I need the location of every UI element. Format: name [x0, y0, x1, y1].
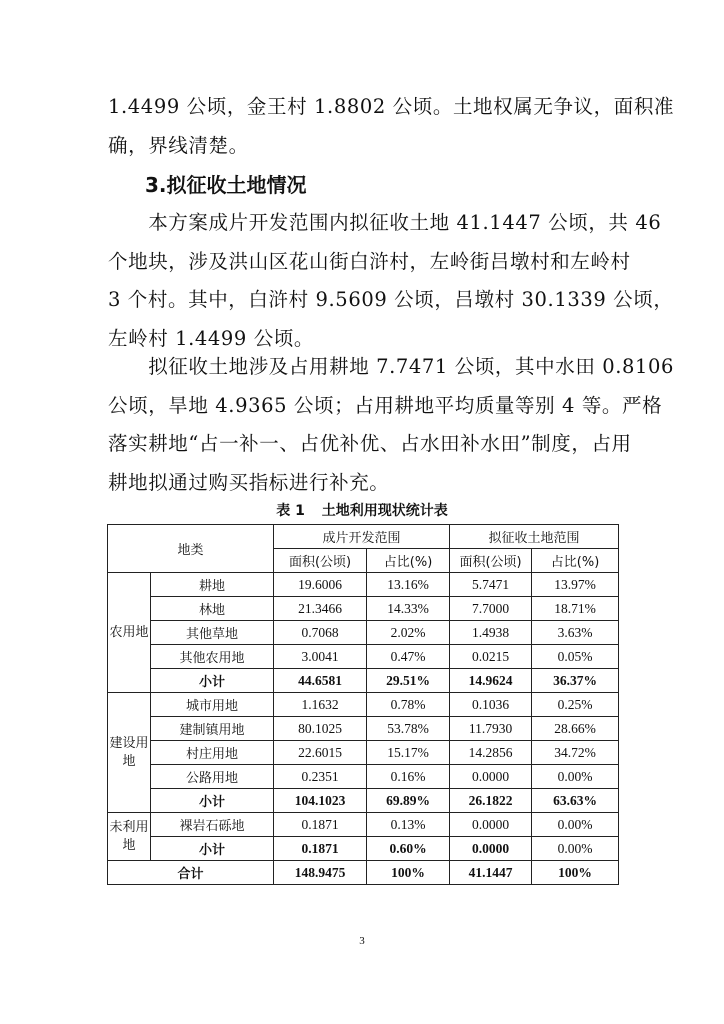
exp-area: 41.1447 — [450, 861, 532, 885]
row-name: 小计 — [151, 837, 274, 861]
exp-area: 14.2856 — [450, 741, 532, 765]
dev-area: 0.2351 — [274, 765, 367, 789]
exp-ratio: 0.05% — [532, 645, 619, 669]
paragraph-farmland-occupation — [108, 348, 675, 502]
dev-ratio: 0.13% — [367, 813, 450, 837]
exp-ratio: 0.00% — [532, 837, 619, 861]
dev-area: 22.6015 — [274, 741, 367, 765]
header-development-scope: 成片开发范围 — [274, 525, 450, 549]
row-name: 小计 — [151, 789, 274, 813]
table-row — [108, 813, 619, 837]
table-row — [108, 597, 619, 621]
table-header-row — [108, 525, 619, 549]
row-name: 公路用地 — [151, 765, 274, 789]
row-name: 建制镇用地 — [151, 717, 274, 741]
exp-area: 0.0215 — [450, 645, 532, 669]
exp-area: 0.0000 — [450, 837, 532, 861]
exp-area: 5.7471 — [450, 573, 532, 597]
row-name: 其他农用地 — [151, 645, 274, 669]
dev-ratio: 0.47% — [367, 645, 450, 669]
total-row — [108, 861, 619, 885]
table-row — [108, 621, 619, 645]
exp-ratio: 63.63% — [532, 789, 619, 813]
table-row — [108, 645, 619, 669]
text-line: 耕地拟通过购买指标进行补充。 — [108, 470, 390, 494]
header-ratio: 占比(%) — [532, 549, 619, 573]
paragraph-expropriation-scope — [108, 204, 674, 358]
group-agricultural-land: 农用地 — [108, 573, 151, 693]
text-line: 本方案成片开发范围内拟征收土地 41.1447 公顷，共 46 — [108, 211, 662, 234]
dev-area: 1.1632 — [274, 693, 367, 717]
dev-ratio: 2.02% — [367, 621, 450, 645]
dev-area: 80.1025 — [274, 717, 367, 741]
text-line: 确，界线清楚。 — [108, 133, 249, 157]
dev-ratio: 0.16% — [367, 765, 450, 789]
subtotal-row — [108, 837, 619, 861]
exp-area: 1.4938 — [450, 621, 532, 645]
dev-area: 148.9475 — [274, 861, 367, 885]
intro-paragraph — [108, 88, 675, 165]
dev-area: 0.1871 — [274, 837, 367, 861]
exp-ratio: 34.72% — [532, 741, 619, 765]
table-number: 表 1 — [276, 503, 305, 519]
dev-ratio: 14.33% — [367, 597, 450, 621]
header-land-type: 地类 — [108, 525, 274, 573]
dev-area: 104.1023 — [274, 789, 367, 813]
dev-ratio: 100% — [367, 861, 450, 885]
dev-area: 0.1871 — [274, 813, 367, 837]
dev-area: 44.6581 — [274, 669, 367, 693]
row-name: 村庄用地 — [151, 741, 274, 765]
table-row — [108, 717, 619, 741]
table-row — [108, 693, 619, 717]
dev-ratio: 0.78% — [367, 693, 450, 717]
row-name: 其他草地 — [151, 621, 274, 645]
text-line: 3 个村。其中，白浒村 9.5609 公顷，吕墩村 30.1339 公顷， — [108, 288, 674, 311]
header-area: 面积(公顷) — [274, 549, 367, 573]
subtotal-row — [108, 789, 619, 813]
dev-area: 19.6006 — [274, 573, 367, 597]
text-line: 公顷，旱地 4.9365 公顷；占用耕地平均质量等别 4 等。严格 — [108, 393, 663, 417]
dev-area: 3.0041 — [274, 645, 367, 669]
row-name: 林地 — [151, 597, 274, 621]
text-line: 个地块，涉及洪山区花山街白浒村，左岭街吕墩村和左岭村 — [108, 249, 631, 273]
row-name: 耕地 — [151, 573, 274, 597]
land-use-table — [107, 524, 619, 885]
text-line: 左岭村 1.4499 公顷。 — [108, 326, 315, 350]
section-heading: 3.拟征收土地情况 — [145, 173, 307, 197]
text-line: 落实耕地“占一补一、占优补优、占水田补水田”制度，占用 — [108, 432, 632, 455]
exp-area: 14.9624 — [450, 669, 532, 693]
subtotal-row — [108, 669, 619, 693]
dev-ratio: 13.16% — [367, 573, 450, 597]
dev-ratio: 15.17% — [367, 741, 450, 765]
table-caption — [0, 500, 724, 520]
page-number: 3 — [359, 935, 365, 947]
total-label: 合计 — [108, 861, 274, 885]
header-area: 面积(公顷) — [450, 549, 532, 573]
row-name: 裸岩石砾地 — [151, 813, 274, 837]
table-title: 土地利用现状统计表 — [321, 503, 448, 519]
dev-ratio: 29.51% — [367, 669, 450, 693]
row-name: 城市用地 — [151, 693, 274, 717]
exp-ratio: 100% — [532, 861, 619, 885]
dev-ratio: 53.78% — [367, 717, 450, 741]
dev-ratio: 0.60% — [367, 837, 450, 861]
exp-area: 7.7000 — [450, 597, 532, 621]
dev-ratio: 69.89% — [367, 789, 450, 813]
exp-area: 0.0000 — [450, 765, 532, 789]
exp-area: 0.0000 — [450, 813, 532, 837]
table-row — [108, 573, 619, 597]
table-row — [108, 765, 619, 789]
header-expropriation-scope: 拟征收土地范围 — [450, 525, 619, 549]
exp-area: 11.7930 — [450, 717, 532, 741]
exp-ratio: 18.71% — [532, 597, 619, 621]
exp-ratio: 0.00% — [532, 765, 619, 789]
group-construction-land: 建设用地 — [108, 693, 151, 813]
text-line: 1.4499 公顷，金王村 1.8802 公顷。土地权属无争议，面积准 — [108, 95, 675, 118]
row-name: 小计 — [151, 669, 274, 693]
header-ratio: 占比(%) — [367, 549, 450, 573]
dev-area: 0.7068 — [274, 621, 367, 645]
exp-ratio: 0.25% — [532, 693, 619, 717]
exp-ratio: 28.66% — [532, 717, 619, 741]
text-line: 拟征收土地涉及占用耕地 7.7471 公顷，其中水田 0.8106 — [108, 355, 675, 378]
exp-area: 0.1036 — [450, 693, 532, 717]
exp-ratio: 36.37% — [532, 669, 619, 693]
exp-ratio: 0.00% — [532, 813, 619, 837]
table-row — [108, 741, 619, 765]
group-unused-land: 未利用地 — [108, 813, 151, 861]
dev-area: 21.3466 — [274, 597, 367, 621]
exp-ratio: 3.63% — [532, 621, 619, 645]
exp-ratio: 13.97% — [532, 573, 619, 597]
exp-area: 26.1822 — [450, 789, 532, 813]
